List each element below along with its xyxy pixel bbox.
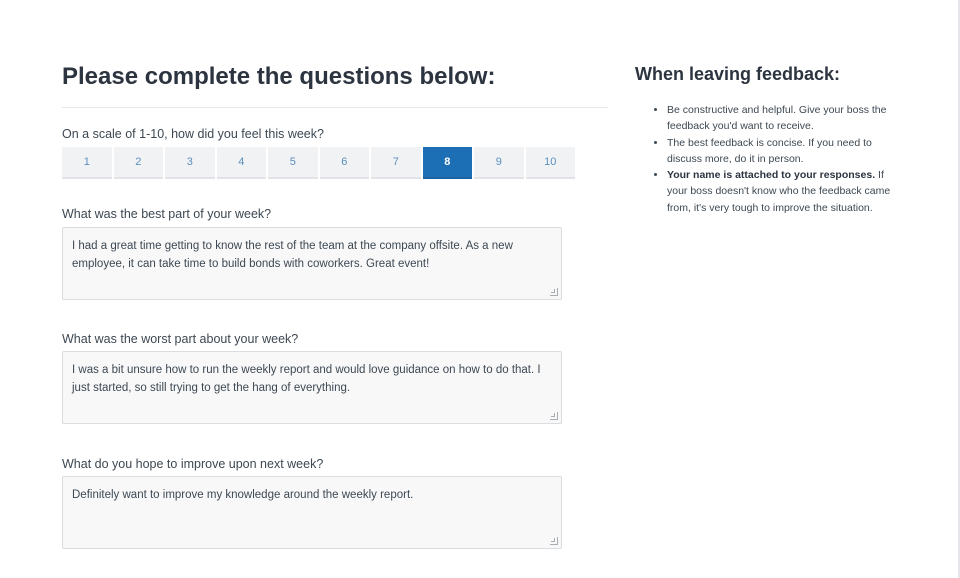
- rating-option-3[interactable]: 3: [165, 147, 215, 179]
- rating-scale: [62, 147, 575, 179]
- title-divider: [62, 107, 608, 108]
- rating-option-4[interactable]: 4: [217, 147, 267, 179]
- rating-option-6[interactable]: 6: [320, 147, 370, 179]
- guideline-item: [667, 102, 903, 135]
- resize-handle-icon[interactable]: [550, 412, 558, 420]
- rating-option-8[interactable]: 8: [423, 147, 473, 179]
- best-part-text: I had a great time getting to know the rest of the team at the company offsite. As a new employee, it can take time to build bonds with coworkers. Great event!: [72, 240, 513, 270]
- guidelines-list: [635, 102, 903, 216]
- guideline-text: If your boss doesn't know who the feedback came from, it's very tough to improve the situation.: [667, 169, 891, 214]
- best-part-textarea[interactable]: [62, 227, 562, 300]
- guideline-text: The best feedback is concise. If you need to discuss more, do it in person.: [667, 136, 872, 165]
- improve-label: What do you hope to improve upon next week?: [62, 457, 324, 471]
- improve-text: Definitely want to improve my knowledge around the weekly report.: [72, 489, 414, 501]
- form-title: Please complete the questions below:: [62, 63, 496, 90]
- worst-part-label: What was the worst part about your week?: [62, 332, 299, 346]
- guideline-text: Be constructive and helpful. Give your boss the feedback you'd want to receive.: [667, 104, 887, 133]
- rating-option-7[interactable]: 7: [371, 147, 421, 179]
- worst-part-textarea[interactable]: [62, 351, 562, 424]
- resize-handle-icon[interactable]: [550, 288, 558, 296]
- rating-option-10[interactable]: 10: [526, 147, 576, 179]
- scale-question-label: On a scale of 1-10, how did you feel this week?: [62, 127, 324, 141]
- guideline-bold-text: Your name is attached to your responses.: [667, 169, 876, 182]
- worst-part-text: I was a bit unsure how to run the weekly report and would love guidance on how to do that. I just started, so still trying to get the hang of everything.: [72, 364, 541, 394]
- rating-option-9[interactable]: 9: [474, 147, 524, 179]
- guideline-item: [667, 167, 903, 216]
- rating-option-1[interactable]: 1: [62, 147, 112, 179]
- rating-option-2[interactable]: 2: [114, 147, 164, 179]
- improve-textarea[interactable]: [62, 476, 562, 549]
- guideline-item: [667, 135, 903, 168]
- resize-handle-icon[interactable]: [550, 537, 558, 545]
- guidelines-title: When leaving feedback:: [635, 64, 841, 84]
- rating-option-5[interactable]: 5: [268, 147, 318, 179]
- best-part-label: What was the best part of your week?: [62, 207, 272, 221]
